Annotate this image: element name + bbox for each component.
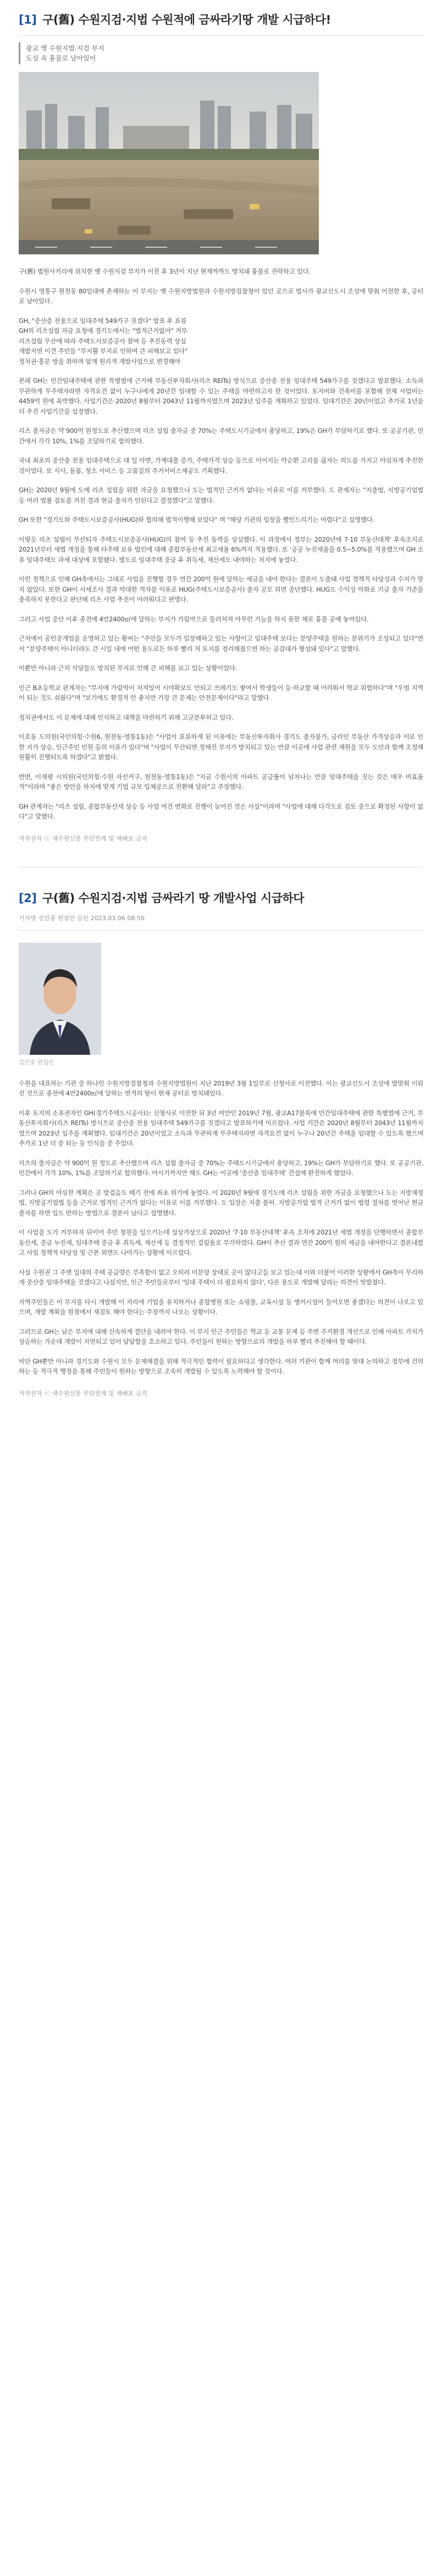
article-1-header (19, 0, 423, 27)
construction-site-photo (19, 72, 319, 254)
photo-illustration (19, 72, 319, 254)
article-1-paragraph: 이런 정책으로 인해 GH측에서는 그대로 사업을 진행할 경우 연간 200억 원에 달하는 세금을 내야 한다는 결론이 도출돼 사업 정책적 타당성과 수지가 맞지 않았다. 또한 GH이 시세조사 결과 막대한 적자를 이유로 HUG(주택도시보증공사) 출자 공모 외면 중단했다. HUG도 수익성 악화로 기금 출자 기준을 충족하지 못한다고 판단해 리츠 사업 추진이 어려워다고 판명다. (19, 575, 423, 603)
article-1 (0, 0, 442, 843)
article-1-highlights: GH, "중산층 전용으로 임대주택 549가구 짓겠다" 발표 후 표류 GH의 리츠설립 자금 요청에 경기도에서는 "법적근거없어" 거부 리츠설립 무산에 따라 주택도시보증공사 참여 등 추진동력 상실 개발지연 이견 주민들 "부지활 부지로 인하여 큰 피해보고 있다" 정치권·홍문 방을 취하며 앞게 원리적 개발사업으로 변경해야 (19, 316, 188, 365)
article-1-paragraph: GH는 2020년 9월에 도에 리츠 설립을 위한 자금을 요청했으나 도는 법적인 근거가 없다는 이유로 이를 거부했다. 도 관계자는 "지출법, 지방공기업법 등 여러 법률 검토를 거친 결과 현금 출자가 인된다고 결정했다"고 말했다. (19, 486, 423, 504)
article-1-paragraph: 근처에서 공인중개업을 운영하고 있는 황씨는 "주민들 모두가 입장해하고 있는 사항이고 임대주택 보다는 분양주택을 원하는 분위기가 조성되고 있다"면서 "분양주택이 아니더라도 큰 시일 내에 어떤 용도로든 하루 빨리 저 토지를 정리해줬으면 하는 공감대가 형성돼 있다"고 말했다. (19, 635, 423, 653)
article-1-paragraph: GH 또한 "경기도와 주택도시보증공사(HUG)와 협의해 법적이행해 보았다" 며 "해당 기관의 입장을 빨인드리기는 어렵다"고 설명했다. (19, 516, 374, 524)
article-2-title-text: 구(舊) 수원지검·지법 금싸라기 땅 개발사업 시급하다 (42, 891, 305, 905)
article-1-paragraph: 반면, 이재평 시의원(국민의힘·수원 자선거구, 원천동·영통1동)은 "지금 수원시의 아파트 공급률이 넘쳐나는 만큼 임대주택을 짓는 것은 매우 비효율적"이라며 "좋은 방안을 하지에 맞게 기업 규모 입체공으로 전환해 달라"고 주장했다. (19, 772, 423, 791)
divider (19, 35, 423, 36)
article-2-paragraph: 수원을 대표하는 기관 중 하나인 수원지방검찰청과 수원지방법원이 지난 2019년 3월 1일부로 신청사로 이전했다. 이는 광교신도시 조성에 발맞춰 이뤄진 것으로 종전에 4만2400㎡에 달하는 면적의 땅이 현재 공터로 방치돼있다. (19, 1079, 423, 1097)
portrait-illustration (19, 943, 101, 1055)
divider (19, 930, 423, 931)
article-2-number: [2] (19, 891, 37, 905)
article-1-paragraph: 수원시 영통구 원천동 80일대에 존재하는 이 부지는 옛 수원지방법원과 수원지방검찰청이 있던 곳으로 법사가 광교신도시 조성에 맞춰 이전한 후, 공터로 남아있다. (19, 287, 423, 305)
article-2-paragraph: 이후 토지의 소유권자인 GH(경기주택도시공사)는 신청사로 이전한 뒤 3년 여만인 2019년 7월, 광교A17블록에 민간임대주택에 관한 특별법에 근거, 부동산투자회사(리츠 REITs) 방식으로 중산층 전용 임대주택 549가구를 짓겠다고 발표하기에 이르렀다. 사업 기간은 2020년 8월부터 2043년 11월까지였으며 2023년 입주를 계획했다. 임대기간은 20년이었고 소득과 무관하게 무주택자라면 자격요건 없이 누구나 20년간 주택을 임대할 수 있도록 했으며 추가로 1년 더 중 되는 등 인식을 중 주었다. (19, 1109, 423, 1147)
article-2 (0, 889, 442, 1398)
article-1-paragraph: 이호동 도의원(국민의힘·수원6, 원천동·영통1동)은 "사업이 표류하게 된 이유에는 부동산투자회사 경기도 출자불가, 금리인 부동산 가격상승과 이로 인한 지가 상승, 인근주민 민원 등의 이유가 있다"며 "사업이 무산되면 정해진 부지가 방치되고 있는 만큼 이곳에 사업 관련 재원을 모두 도민과 함께 조정해 원활히 진행되도록 하겠다"고 밝혔다. (19, 733, 423, 761)
editor-portrait (19, 943, 101, 1055)
article-1-paragraph: 그러고 사업 중단 이후 종전에 4만2400㎡에 달하는 부지가 가림막으로 둘러쳐져 아무런 기능을 하지 못한 채로 흉물 공예 놓여있다. (19, 615, 369, 623)
article-1-paragraph: 구(舊) 법원사거리에 위치한 옛 수원지검 부지가 이전 후 3년이 지난 현재까까도 방치돼 흉물로 전락하고 있다. (19, 268, 311, 275)
article-1-title[interactable] (19, 11, 331, 27)
article-2-paragraph: 그러므로 GH는 남은 부지에 대해 신속하게 결단을 내려야 한다. 이 부지 인근 주민들은 학교 등 교통 문제 등 주변 주거환경 개선으로 인해 아파트 가치가 상승하는 가운데 개발이 지연되고 있어 답답함을 호소하고 있다. 주민들이 원하는 방향으로의 개발을 하루 빨리 추진해야 할 때이다. (19, 1327, 423, 1345)
article-1-paragraph: 인근 B초등학교 관계자는 "부지에 가림막이 처져있어 시야확보도 안되고 쓰레기도 쌓여서 학생들이 등·하교할 때 어려워서 학교 위험하다"며 "우범 지역이 되는 것도 쉬웠다"며 "보기에도 환경적 안 좋지만 가장 큰 문제는 안전문제이다"라고 말했다. (19, 683, 423, 702)
article-2-paragraph: 지역주민들은 이 부지를 다시 개발해 이 자리에 기업을 유치하거나 종합병원 또는 쇼핑몰, 교육시설 등 앵커시설이 들어오면 좋겠다는 의견이 나오고 있으며, 개발 계획을 원점에서 재검토 해야 한다는 주장까지 나오는 상황이다. (19, 1298, 423, 1316)
article-1-paragraph: 리츠 출자금은 약 900억 원정도로 추산했으며 리츠 설립 출자금 중 70%는 주택도시기금에서 충당하고, 19%은 GH가 부담하기로 했다. 또 공공기관, 민간에서 각각 10%, 1%를 조달하기로 합의했다. (19, 427, 423, 445)
article-1-paragraph: 이렇듯 리츠 설립이 무산되자 주택도시보증공사(HUG)의 참여 등 추진 동력을 상실했다. 이 과정에서 정부는 2020년에 7·10 부동산대책' 후속조치로 2021년부터 세법 개정을 통해 타주택 보유 법인에 대해 종합부동산세 최고세율 6%까지 적용했다. 또 '공공 누진세율을 0.5~5.0%를 적용했으며 GH 소유 임대주택도 과세 대상에 포함됐다. 별도로 임대주택 중금 후 취득세, 재산세도 내야하는 처지에 놓였다. (19, 535, 423, 564)
article-1-paragraph: 본래 GH는 민간임대주택에 관한 특별법에 근거해 부동산투자회사(리츠 REITs) 방식으로 중산층 전용 임대주택 549가구를 짓겠다고 발표했다. 소득과 무관하게 무주택자라면 자격요건 없이 누구나에게 20년간 임대할 수 있는 주택을 마련하고자 한 것이었다. 토지비와 건축비를 포함해 전체 사업비는 4459억 원에 육박했다. 사업기간은 2020년 8월부터 2043년 11월까지였으며 2023년 입주를 계획하고 있었다. 임대기간은 20년이었고 추가로 1년을 더 추진 사업기간을 설정했다. (19, 377, 423, 415)
article-2-title[interactable] (19, 889, 304, 906)
article-1-paragraph: 정치권에서도 이 문제에 대해 인식하고 대책을 마련하기 위해 고군분투하고 있다. (19, 713, 234, 721)
article-2-paragraph: 이 사업을 도가 거부하자 뒤이어 주민 청원을 일으키는데 설상가상으로 2020년 '7·10 부동산대책' 후속 조치에 2021년 세법 개정을 단행하면서 종합부동산세, 중금 누진세, 임대주택 중금 후 취득세, 재산세 등 결정적인 걸림돌로 부각하였다. GH이 추산 결과 연간 200억 원의 세금을 내야한다고 결론내렸고 사업 정책적 타당성 및 근본 외면도 나아가는 상황에 이르렀다. (19, 1228, 423, 1256)
article-1-paragraph: GH 관계자는 "리츠 설립, 종합부동산세 상승 등 사업 여건 변화로 진행이 늦어진 것은 사실"이라며 "사업에 대해 다각도로 검토 중으로 확정된 사항이 없다"고 말했다. (19, 802, 423, 820)
article-1-copyright: 저작권자 ⓒ 새수원신문 무단전재 및 재배포 금지 (19, 834, 147, 842)
article-1-title-text: 구(舊) 수원지검·지법 수원적에 금싸라기땅 개발 시급하다! (42, 13, 331, 26)
subtitle-line: 도심 속 흉물로 남아있어 (26, 54, 96, 62)
article-2-paragraph: 그러나 GH의 야심찬 계획은 곳 발걸음도 떼기 전에 좌초 위기에 놓였다. 이 2020년 9월에 경기도에 리츠 설립을 위한 자금을 요청했으나 도는 지방재정법, 지방공기업법 등을 근거로 법적인 근거가 없다는 이유로 이를 거부했다. 도 입장은 지출 불허. 지방공기업 법적 근거가 없이 법령 절차를 벗어난 현금 출자를 하면 입도 반하는 방법으로 결론이 났다고 설명했다. (19, 1188, 423, 1217)
article-2-meta: 기자명 김민중 편집인 승인 2023.03.06 08:56 (19, 914, 145, 922)
portrait-figure (19, 943, 101, 1066)
subtitle-line: 광교 옛 수원지법·지검 부지 (26, 44, 104, 52)
article-2-paragraph: 비단 GH뿐만 아니라 경기도와 수원시 모두 문제해결을 위해 적극적인 협력이 필요하다고 생각한다. 여러 기관이 함께 머리를 맞대 논의하고 정부에 건의하는 등 적극적 행정을 통해 주민들이 원하는 방향으로 조속히 개발될 수 있도록 노력해야 할 것이다. (19, 1357, 423, 1375)
article-1-paragraph: 이뿐만 아니라 근처 식당들도 방치된 부지로 인해 큰 피해를 보고 있는 상황이었다. (19, 664, 237, 672)
article-2-paragraph: 사실 수원권 그 주변 일대의 주택 공급량은 부족함이 없고 오히려 미분양 상태로 곳이 많다고들 보고 있는데 이와 더불어 이러한 상황에서 GH측이 무리하게 중산층 임대주택을 짓겠다고 나섰지만, 인근 주민들로부터 '임대 주택이 더 필요하지 않다', 다른 용도로 개발해 달라는 의견이 빗발쳤다. (19, 1268, 423, 1286)
article-1-paragraph: 국내 최초의 중산층 전용 임대주택으로 대 일 아면, 가계대출 증가, 주택가격 상승 등으로 이어지는 악순환 고리를 끊자는 의도를 가지고 야심차게 추진한 것이었다. 또 식사, 돌봄, 청소 서비스 등 고품질의 주거서비스제공도 기획했다. (19, 457, 423, 475)
article-2-header (19, 889, 423, 906)
article-2-paragraph: 리츠의 출자금은 약 900억 원 정도로 추산했으며 리츠 설립 출자금 중 70%는 주택도시기금에서 충당하고, 19%는 GH가 부담하기로 했다. 또 공공기관, 민간에서 각각 10%, 1%를 조달하기로 합의했다. 아시기까지만 해도 GH는 이곳에 '중산층 임대주택' 건설에 완전하게 했었다. (19, 1159, 423, 1177)
article-2-copyright: 저작권자 ⓒ 새수원신문 무단전재 및 재배포 금지 (19, 1389, 147, 1397)
article-1-number: [1] (19, 13, 37, 26)
article-1-subtitle (19, 42, 196, 64)
portrait-caption: 김민중 편집인 (19, 1059, 54, 1066)
